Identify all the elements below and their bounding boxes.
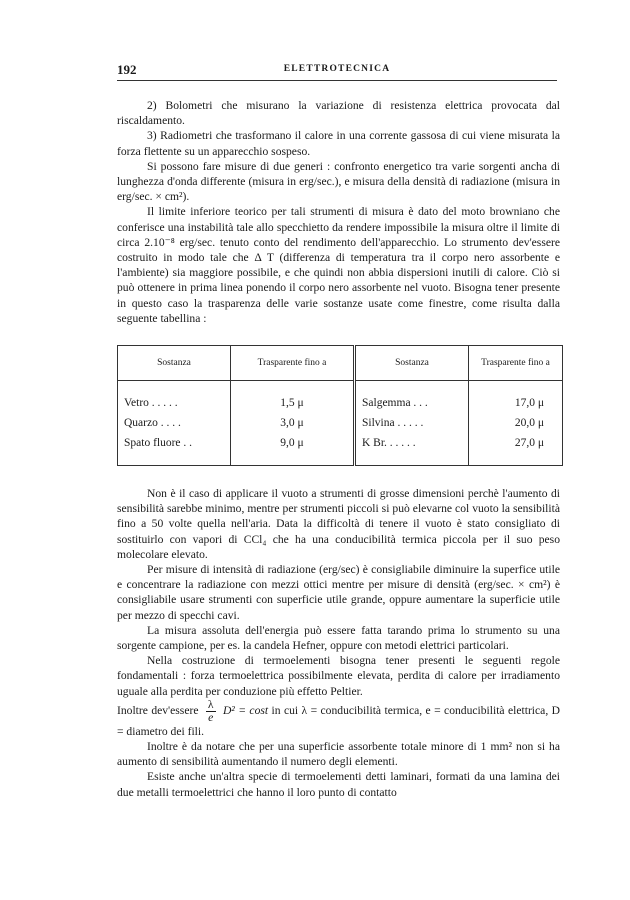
paragraph: Il limite inferiore teorico per tali strumenti di misura è dato del moto browniano che conferisce una instabilità tale allo specchietto da rendere impossibile la misura oltre il limite di circa 2.10⁻⁸ erg/sec. tenuto conto del rendimento dell'apparecchio. Lo strumento dev'essere costruito in modo tale che Δ T (differenza di temperatura tra il corpo nero assorbente e l'ambiente) sia maggiore possibile, e che quindi non abbia dispersioni inutili di calore. Ciò si può ottenere in prima linea ponendo il corpo nero assorbente nel vuoto. Bisogna tener presente in questo caso la trasparenza delle varie sostanze usate come finestre, come risulta dalla seguente tabellina : [117,205,560,325]
fraction-numerator: λ [207,697,214,711]
body-text-top [117,98,560,326]
formula-suffix: in cui λ = conducibilità termica, e = conducibilità elettrica, D = diametro dei fili. [117,704,561,738]
table-row [118,433,563,453]
paragraph: Esiste anche un'altra specie di termoelementi detti laminari, formati da una lamina dei due metalli termoelettrici che hanno il loro punto di contatto [117,770,560,799]
fraction [206,699,216,724]
body-text-bottom [117,486,560,800]
transparency-value: 9,0 μ [231,433,355,453]
paragraph: 2) Bolometri che misurano la variazione di resistenza elettrica provocata dal riscaldamento. [117,99,560,128]
formula-paragraph [117,699,560,739]
transparency-value: 3,0 μ [231,413,355,433]
fraction-denominator: e [208,710,214,724]
transparency-value: 1,5 μ [231,393,355,413]
transparency-value: 20,0 μ [469,413,563,433]
paragraph: Non è il caso di applicare il vuoto a strumenti di grosse dimensioni perchè l'aumento di sensibilità sarebbe minimo, mentre per strumenti piccoli si può elevarne col vuoto la sensibilità fino a 50 volte quella nell'aria. Data la difficoltà di tenere il vuoto è stato consigliato di sostituirlo con vapori di CCl₄ che ha una conducibilità termica piccola per il suo peso molecolare elevato. [117,487,560,561]
paragraph: Per misure di intensità di radiazione (erg/sec) è consigliabile diminuire la superfice utile e concentrare la radiazione con mezzi ottici mentre per misure di densità (erg/sec. × cm²) è consigliabile usare strumenti con superficie utile grande, oppure aumentare la superficie utile per mezzo di specchi cavi. [117,563,560,622]
substance-name: Spato fluore . . [124,437,193,449]
running-title: ELETTROTECNICA [283,64,391,74]
substance-name: Salgemma . . . [355,393,469,413]
substance-name: K Br. . . . . . [355,433,469,453]
paragraph: Nella costruzione di termoelementi bisogna tener presenti le seguenti regole fondamentali : forza termoelettrica possibilmente elevata, perdita di calore per irradiamento uguale alla perdita per conduzione più effetto Peltier. [117,654,560,698]
substance-name: Quarzo . . . . [124,417,181,429]
paragraph: Si possono fare misure di due generi : confronto energetico tra varie sorgenti ancha di lunghezza d'onda differente (misura in erg/sec.), e misura della densità di radiazione (misura in erg/sec. × cm²). [117,159,560,204]
transparency-table [117,345,563,466]
substance-name: Vetro . . . . . [124,397,178,409]
table-row [118,393,563,413]
formula-prefix: Inoltre dev'essere [117,704,199,717]
paragraph: 3) Radiometri che trasformano il calore in una corrente gassosa di cui viene misurata la forza flettente su un apparecchio sospeso. [117,129,560,158]
table-row [118,413,563,433]
table-header-substance: Sostanza [355,346,469,381]
formula-expression: D² = cost [222,704,269,717]
substance-name: Silvina . . . . . [355,413,469,433]
transparency-value: 17,0 μ [469,393,563,413]
table-header-transparent: Trasparente fino a [231,346,355,381]
page-header [117,64,557,81]
table-header-substance: Sostanza [118,346,231,381]
paragraph: La misura assoluta dell'energia può essere fatta tarando prima lo strumento su una sorgente campione, per es. la candela Hefner, oppure con metodi elettrici particolari. [117,623,560,653]
paragraph: Inoltre è da notare che per una superficie assorbente totale minore di 1 mm² non si ha aumento di sensibilità aumentando il numero degli elementi. [117,740,560,769]
page-number: 192 [117,62,137,77]
transparency-value: 27,0 μ [469,433,563,453]
table-header-transparent: Trasparente fino a [469,346,563,381]
